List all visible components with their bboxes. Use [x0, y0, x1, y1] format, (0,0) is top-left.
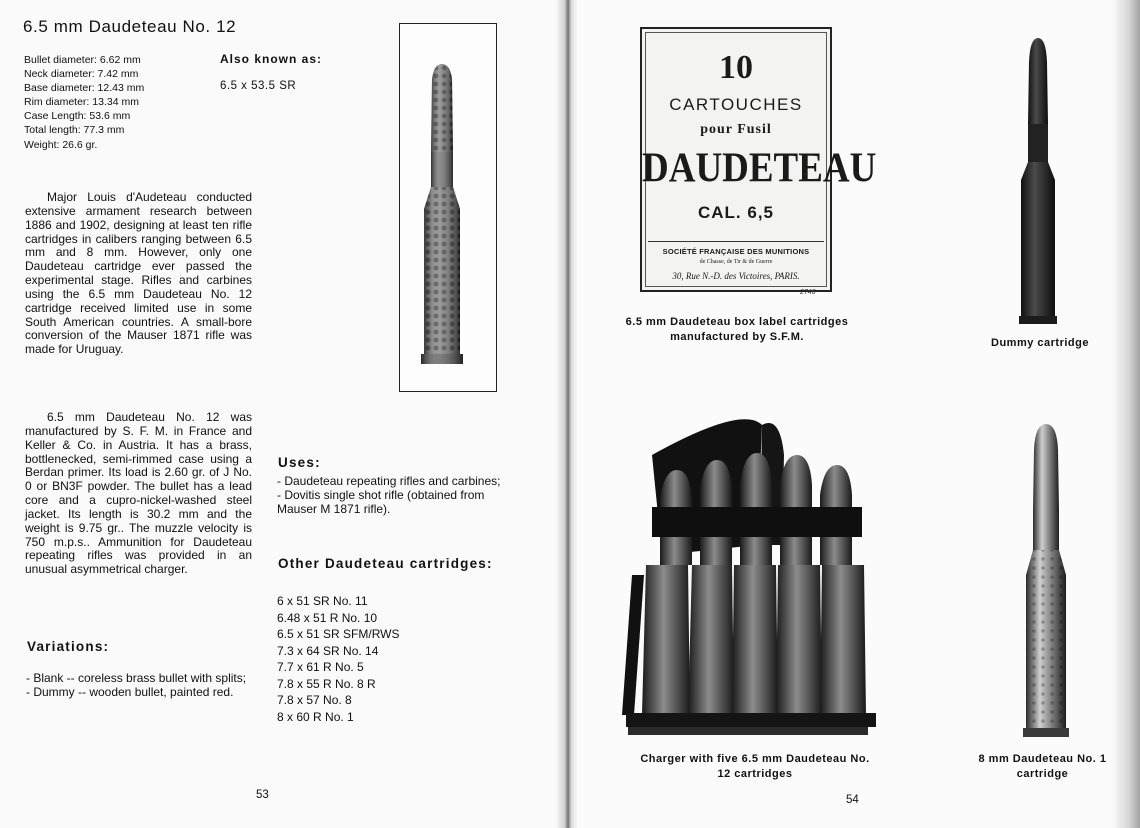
cartridge-photo-frame — [399, 23, 497, 392]
caption-8mm: 8 mm Daudeteau No. 1 cartridge — [978, 753, 1107, 780]
page-edge-shadow — [1112, 0, 1140, 828]
list-item: 7.7 x 61 R No. 5 — [277, 660, 364, 674]
spec-base-diameter: Base diameter: 12.43 mm — [24, 82, 145, 95]
variations-heading: Variations: — [27, 639, 110, 654]
variation-item: - Blank -- coreless brass bullet with splits; — [26, 671, 247, 685]
spec-case-length: Case Length: 53.6 mm — [24, 110, 131, 123]
also-known-as-value: 6.5 x 53.5 SR — [220, 80, 297, 92]
caption-dummy: Dummy cartridge — [991, 337, 1089, 349]
cartridge-photo — [400, 24, 496, 391]
label-name: DAUDETEAU — [642, 144, 877, 193]
label-count: 10 — [719, 49, 753, 86]
uses-list — [277, 474, 504, 516]
uses-heading: Uses: — [278, 455, 321, 470]
manufacture-paragraph: 6.5 mm Daudeteau No. 12 was manufactured by S. F. M. in France and Keller & Co. in Austria. It has a brass, bottlenecked, semi-rimmed case using a Berdan primer. Its load is 2.60 gr. of J No. 0 or BN3F powder. The bullet has a lead core and a cupro-nickel-washed steel jacket. Its length is 30.2 mm and the weight is 9.75 gr.. The muzzle velocity is 750 m.p.s.. Ammunition for Daudeteau repeating rifles was provided in an unusual asymmetrical charger. — [25, 410, 252, 577]
label-chasse: de Chasse, de Tir & de Guerre — [699, 259, 773, 265]
list-item: 8 x 60 R No. 1 — [277, 709, 354, 724]
label-societe: SOCIÉTÉ FRANÇAISE DES MUNITIONS — [662, 247, 810, 256]
book-gutter-shadow — [556, 0, 578, 828]
also-known-as-label: Also known as: — [220, 52, 323, 66]
label-address: 30, Rue N.-D. des Victoires, PARIS. — [672, 271, 800, 281]
other-cartridges-heading: Other Daudeteau cartridges: — [278, 556, 493, 571]
list-item: 6.5 x 51 SR SFM/RWS — [277, 627, 400, 641]
list-item: 7.8 x 55 R No. 8 R — [277, 676, 376, 691]
label-code: 2746 — [800, 289, 816, 296]
variations-list — [26, 671, 253, 699]
8mm-cartridge-photo — [1012, 420, 1080, 742]
page-number-left: 53 — [256, 789, 269, 801]
list-item: 6 x 51 SR No. 11 — [277, 594, 368, 608]
spec-weight: Weight: 26.6 gr. — [24, 138, 98, 151]
other-cartridges-list — [277, 593, 399, 725]
list-item: 6.48 x 51 R No. 10 — [277, 610, 378, 625]
list-item: 7.3 x 64 SR No. 14 — [277, 643, 379, 658]
caption-charger: Charger with five 6.5 mm Daudeteau No. 12 cartridges — [640, 753, 870, 780]
label-caliber: CAL. 6,5 — [697, 203, 775, 222]
page-number-right: 54 — [846, 794, 859, 806]
dummy-cartridge-photo — [1008, 32, 1068, 328]
caption-box-label: 6.5 mm Daudeteau box label cartridges manufactured by S.F.M. — [625, 316, 849, 343]
use-item: - Daudeteau repeating rifles and carbines; — [277, 474, 501, 488]
label-rule — [648, 241, 824, 242]
page-title: 6.5 mm Daudeteau No. 12 — [23, 17, 237, 36]
spec-neck-diameter: Neck diameter: 7.42 mm — [24, 68, 139, 81]
variation-item: - Dummy -- wooden bullet, painted red. — [26, 685, 234, 699]
spec-list — [24, 53, 224, 152]
charger-photo — [622, 415, 880, 743]
label-cartouches: CARTOUCHES — [669, 95, 803, 114]
use-item: - Dovitis single shot rifle (obtained from Mauser M 1871 rifle). — [277, 488, 485, 516]
history-paragraph: Major Louis d'Audeteau conducted extensive armament research between 1886 and 1902, designing at least ten rifle cartridges in calibers ranging between 6.5 mm and 8 mm. However, only one Daudeteau cartridge ever passed the experimental stage. Rifles and carbines using the 6.5 mm Daudeteau No. 12 cartridge received limited use in some South American countries. A small-bore conversion of the Mauser 1871 rifle was made for Uruguay. — [25, 190, 252, 357]
box-label-image — [640, 27, 877, 292]
list-item: 7.8 x 57 No. 8 — [277, 693, 352, 707]
spec-rim-diameter: Rim diameter: 13.34 mm — [24, 96, 139, 109]
spec-total-length: Total length: 77.3 mm — [24, 124, 125, 137]
label-pour-fusil: pour Fusil — [700, 122, 772, 137]
spec-bullet-diameter: Bullet diameter: 6.62 mm — [24, 54, 141, 66]
